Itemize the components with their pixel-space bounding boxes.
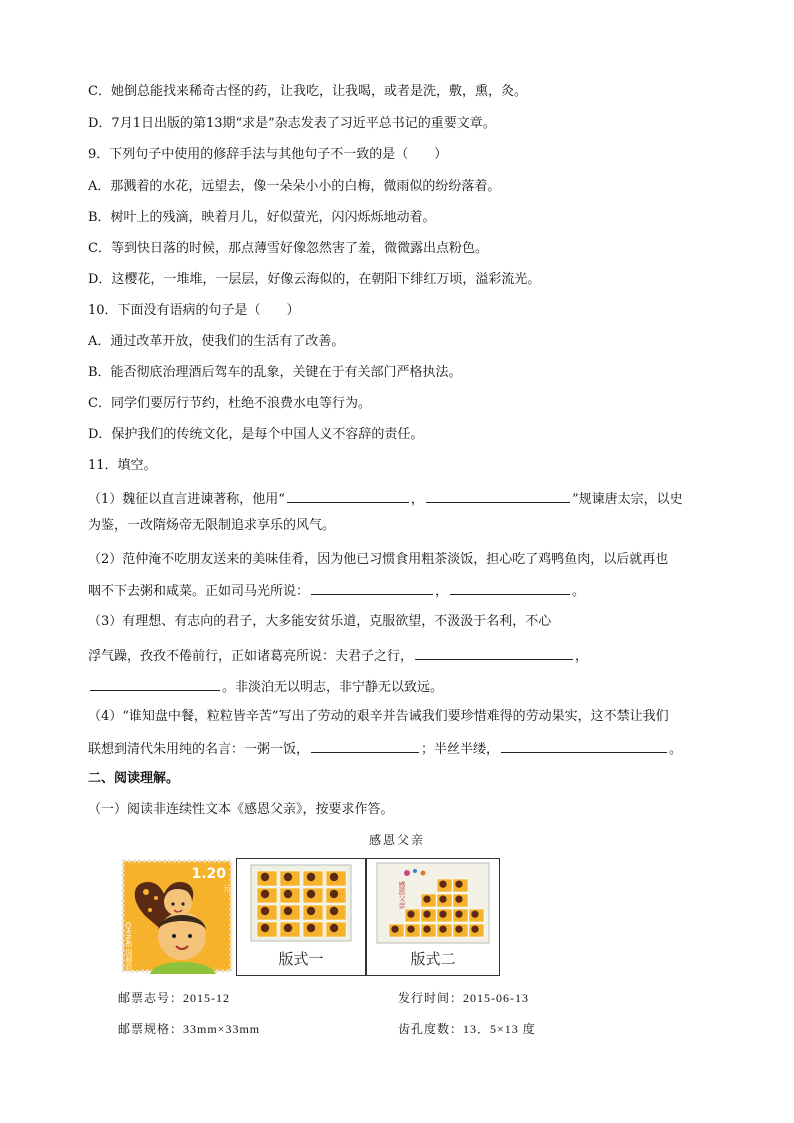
mini-stamp-heart [330, 924, 338, 932]
answer-blank[interactable] [426, 488, 570, 503]
mini-stamp-heart [455, 911, 462, 918]
q10-option-b: B．能否彻底治理酒后驾车的乱象，关键在于有关部门严格执法。 [88, 365, 462, 380]
q10-stem: 10．下面没有语病的句子是（ ） [88, 303, 300, 318]
layout-2-panel [366, 858, 500, 976]
stamp-denomination: 1.20 [191, 866, 226, 882]
answer-blank[interactable] [287, 488, 409, 503]
mini-stamp-heart [455, 896, 462, 903]
mini-stamp-heart [439, 896, 446, 903]
mini-stamp-heart [284, 890, 292, 898]
answer-blank[interactable] [311, 738, 419, 753]
stamp-id: 邮票志号：2015-12 [118, 991, 231, 1005]
layout-2-title: 感恩父亲 [398, 881, 406, 909]
q11-item-1-line-2: 为鉴，一改隋炀帝无限制追求享乐的风气。 [88, 518, 336, 533]
mini-stamp-heart [455, 926, 462, 933]
answer-blank[interactable] [501, 738, 667, 753]
layout-1-caption: 版式一 [278, 950, 324, 968]
answer-blank[interactable] [415, 645, 573, 660]
mini-stamp-heart [284, 907, 292, 915]
q11-item-3-line-3: 。非淡泊无以明志，非宁静无以致远。 [88, 676, 708, 698]
q9-option-d: D．这樱花，一堆堆，一层层，好像云海似的，在朝阳下绯红万顷，溢彩流光。 [88, 272, 541, 287]
q8-option-c: C．她倒总能找来稀奇古怪的药，让我吃，让我喝，或者是洗，敷，熏，灸。 [88, 84, 527, 99]
q9-option-c: C．等到快日落的时候，那点薄雪好像忽然害了羞，微微露出点粉色。 [88, 241, 488, 256]
mini-stamp-heart [407, 911, 414, 918]
stamp-unit: 元 [223, 885, 230, 893]
mini-stamp-heart [307, 924, 315, 932]
mini-stamp-heart [330, 907, 338, 915]
mini-stamp-heart [423, 911, 430, 918]
mini-stamp-heart [423, 896, 430, 903]
figure-title: 感恩父亲 [368, 833, 425, 847]
mini-stamp-heart [261, 907, 269, 915]
layout-2-sheet [367, 859, 499, 945]
answer-blank[interactable] [311, 580, 433, 595]
perforation: 齿孔度数：13．5×13 度 [398, 1022, 536, 1036]
q8-option-d: D．7月1日出版的第13期“求是”杂志发表了习近平总书记的重要文章。 [88, 116, 496, 131]
stamp-image [120, 858, 234, 974]
q10-option-c: C．同学们要厉行节约，杜绝不浪费水电等行为。 [88, 396, 371, 411]
mini-stamp-heart [330, 873, 338, 881]
mini-stamp-heart [423, 926, 430, 933]
answer-blank[interactable] [450, 580, 570, 595]
section-2-heading: 二、阅读理解。 [88, 771, 180, 786]
q11-item-2-line-2: 咽不下去粥和咸菜。正如司马光所说： ， 。 [88, 580, 708, 602]
q9-option-b: B．树叶上的残滴，映着月儿，好似萤光，闪闪烁烁地动着。 [88, 210, 436, 225]
mini-stamp-heart [471, 911, 478, 918]
q11-item-1-line-1: （1）魏征以直言进谏著称，他用“ ， ”规谏唐太宗，以史 [88, 488, 708, 510]
mini-stamp-heart [261, 873, 269, 881]
q10-option-a: A．通过改革开放，使我们的生活有了改善。 [88, 334, 345, 349]
mini-stamp-heart [284, 924, 292, 932]
answer-blank[interactable] [90, 676, 220, 691]
mini-stamp-heart [330, 890, 338, 898]
stamp-country: CHINA [124, 922, 132, 945]
layout-1-panel [236, 858, 366, 976]
layout-2-caption: 版式二 [410, 950, 456, 968]
q11-item-4-line-1: （4）“谁知盘中餐，粒粒皆辛苦”写出了劳动的艰辛并告诫我们要珍惜难得的劳动果实，这不禁让我们 [88, 709, 669, 724]
mini-stamp-heart [261, 890, 269, 898]
stamp-size: 邮票规格：33mm×33mm [118, 1022, 261, 1036]
mini-stamp-heart [439, 881, 446, 888]
q10-option-d: D．保护我们的传统文化，是每个中国人义不容辞的责任。 [88, 427, 424, 442]
q11-item-3-line-2: 浮气躁，孜孜不倦前行，正如诸葛亮所说：夫君子之行， ， [88, 645, 708, 667]
stamp-post: 中国邮政 [125, 942, 133, 970]
mini-stamp-heart [391, 926, 398, 933]
section-2-subheading: （一）阅读非连续性文本《感恩父亲》，按要求作答。 [88, 802, 394, 817]
mini-stamp-heart [307, 890, 315, 898]
q11-item-3-line-1: （3）有理想、有志向的君子，大多能安贫乐道，克服欲望，不汲汲于名利，不心 [88, 614, 552, 629]
q9-option-a: A．那溅着的水花，远望去，像一朵朵小小的白梅，微雨似的纷纷落着。 [88, 179, 501, 194]
mini-stamp-heart [439, 911, 446, 918]
mini-stamp-heart [439, 926, 446, 933]
mini-stamp-heart [471, 926, 478, 933]
q11-item-4-line-2: 联想到清代朱用纯的名言：一粥一饭， ；半丝半缕， 。 [88, 738, 708, 760]
q11-stem: 11．填空。 [88, 458, 157, 473]
q9-stem: 9．下列句子中使用的修辞手法与其他句子不一致的是（ ） [88, 147, 448, 162]
issue-date: 发行时间：2015-06-13 [398, 991, 530, 1005]
mini-stamp-heart [261, 924, 269, 932]
mini-stamp-heart [284, 873, 292, 881]
mini-stamp-heart [307, 873, 315, 881]
mini-stamp-heart [307, 907, 315, 915]
q11-item-2-line-1: （2）范仲淹不吃朋友送来的美味佳肴，因为他已习惯食用粗茶淡饭，担心吃了鸡鸭鱼肉，以后就再也 [88, 552, 669, 567]
mini-stamp-heart [455, 881, 462, 888]
layout-1-sheet [237, 859, 365, 945]
mini-stamp-heart [407, 926, 414, 933]
